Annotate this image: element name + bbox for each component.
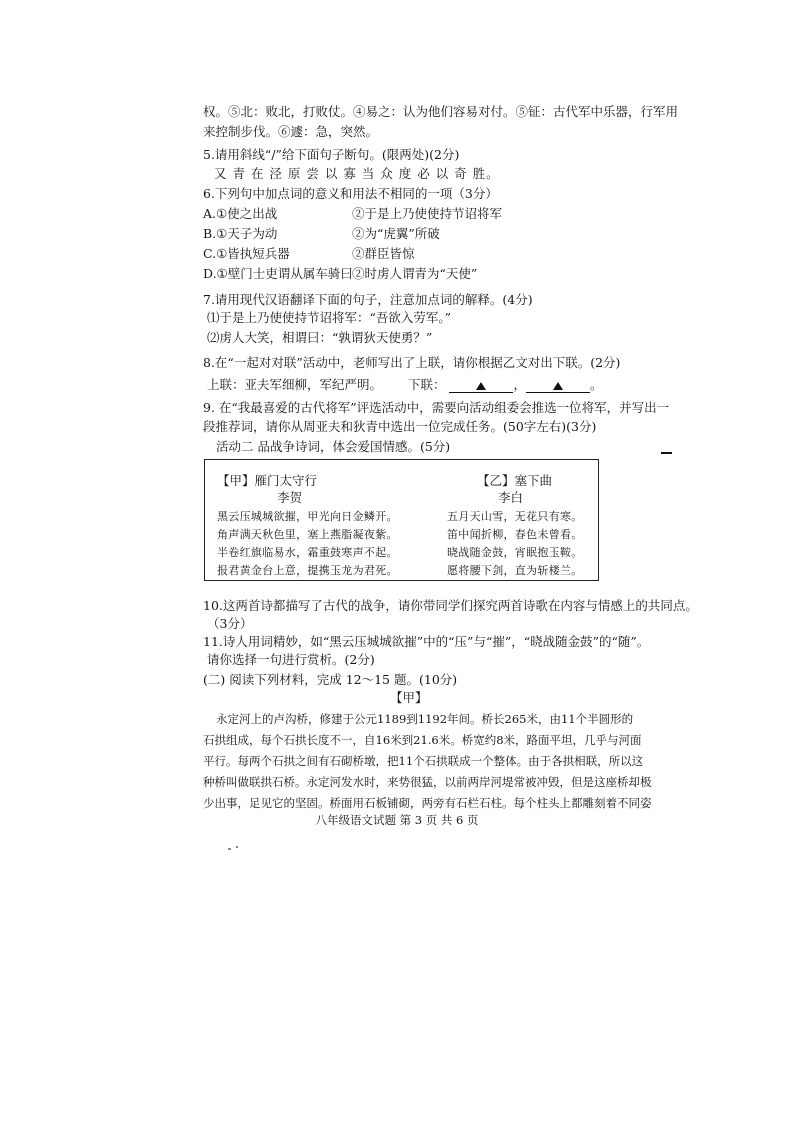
poem-jia-line: 角声满天秋色里，塞上燕脂凝夜紫。 bbox=[217, 528, 398, 541]
q6-option-b-1: B.①天子为动 bbox=[203, 226, 278, 241]
poem-yi-line: 晓战随金鼓，宵眠抱玉鞍。 bbox=[447, 546, 583, 559]
couplet-end-mark: 。 bbox=[590, 377, 603, 392]
question-8-answer-line: 上联：亚夫军细柳，军纪严明。 下联： ， 。 bbox=[207, 377, 603, 392]
couplet-blank-1[interactable] bbox=[449, 379, 513, 393]
page-footer: 八年级语文试题 第 3 页 共 6 页 bbox=[315, 813, 479, 827]
passage-line: 种桥叫做联拱石桥。永定河发水时，来势很猛，以前两岸河堤常被冲毁，但是这座桥却极 bbox=[203, 775, 652, 789]
triangle-marker-icon bbox=[553, 382, 563, 390]
passage-line: 平行。每两个石拱之间有石砌桥墩，把11个石拱联成一个整体。由于各拱相联，所以这 bbox=[203, 754, 644, 768]
poem-yi-line: 笛中闻折柳，春色未曾看。 bbox=[447, 528, 583, 541]
question-10-line-1: 10.这两首诗都描写了古代的战争，请你带同学们探究两首诗歌在内容与情感上的共同点。 bbox=[203, 598, 698, 613]
question-11-line-1: 11.诗人用词精妙，如“黑云压城城欲摧”中的“压”与“摧”，“晓战随金鼓”的“随”。 bbox=[203, 634, 650, 649]
q6-option-d-2: ②时虏人谓青为“天使” bbox=[352, 266, 478, 281]
passage-label: 【甲】 bbox=[390, 690, 428, 705]
poem-yi-line: 愿将腰下剑，直为斩楼兰。 bbox=[447, 564, 583, 577]
q6-option-d-1: D.①壁门士吏谓从属车骑曰 bbox=[203, 266, 353, 281]
section-2-heading: (二) 阅读下列材料，完成 12～15 题。(10分) bbox=[203, 672, 458, 687]
q6-option-a-1: A.①使之出战 bbox=[203, 206, 278, 221]
triangle-marker-icon bbox=[476, 382, 486, 390]
question-7-sentence-2: ⑵虏人大笑，相谓曰：“孰谓狄天使勇？” bbox=[207, 330, 433, 345]
passage-line: 永定河上的卢沟桥，修建于公元1189到1192年间。桥长265米，由11个半圆形的 bbox=[216, 712, 634, 726]
activity-2-heading: 活动二 品战争诗词，体会爱国情感。(5分) bbox=[216, 439, 451, 454]
poem-jia-author: 李贺 bbox=[277, 490, 303, 505]
couplet-blank-2[interactable] bbox=[526, 379, 590, 393]
notes-line-2: 来控制步伐。⑥遽：急，突然。 bbox=[203, 124, 379, 139]
poem-yi-title: 【乙】塞下曲 bbox=[477, 473, 553, 488]
question-11-line-2: 请你选择一句进行赏析。(2分) bbox=[207, 652, 375, 667]
question-9-line-1: 9. 在“我最喜爱的古代将军”评选活动中，需要向活动组委会推选一位将军，并写出一 bbox=[203, 400, 670, 415]
question-10-line-2: （3分） bbox=[207, 616, 253, 631]
question-7-sentence-1: ⑴于是上乃使使持节诏将军：“吾欲入劳军。” bbox=[207, 310, 452, 325]
scan-speck bbox=[228, 848, 231, 850]
question-7: 7.请用现代汉语翻译下面的句子，注意加点词的解释。(4分) bbox=[203, 292, 533, 307]
poem-jia-line: 黑云压城城欲摧，甲光向日金鳞开。 bbox=[217, 510, 398, 523]
poem-yi-line: 五月天山雪，无花只有寒。 bbox=[447, 510, 583, 523]
passage-line: 少出事，足见它的坚固。桥面用石板铺砌，两旁有石栏石柱。每个柱头上都雕刻着不同姿 bbox=[203, 796, 652, 810]
poem-jia-line: 半卷红旗临易水，霜重鼓寒声不起。 bbox=[217, 546, 398, 559]
question-6: 6.下列句中加点词的意义和用法不相同的一项（3分） bbox=[203, 186, 498, 201]
question-8: 8.在“一起对对联”活动中，老师写出了上联，请你根据乙文对出下联。(2分) bbox=[203, 355, 621, 370]
question-5: 5.请用斜线“/”给下面句子断句。(限两处)(2分) bbox=[203, 147, 460, 162]
couplet-upper: 上联：亚夫军细柳，军纪严明。 bbox=[207, 377, 383, 392]
q6-option-c-2: ②群臣皆惊 bbox=[352, 246, 415, 261]
poem-box bbox=[204, 459, 599, 581]
q6-option-b-2: ②为“虎翼”所破 bbox=[352, 226, 440, 241]
q6-option-a-2: ②于是上乃使使持节诏将军 bbox=[352, 206, 503, 221]
poem-jia-line: 报君黄金台上意，提携玉龙为君死。 bbox=[217, 564, 398, 577]
margin-dash bbox=[661, 452, 672, 454]
q6-option-c-1: C.①皆执短兵器 bbox=[203, 246, 290, 261]
scan-speck bbox=[236, 846, 238, 848]
question-9-line-2: 段推荐词，请你从周亚夫和狄青中选出一位完成任务。(50字左右)(3分) bbox=[203, 419, 597, 434]
question-5-sentence: 又 青 在 泾 原 尝 以 寡 当 众 度 必 以 奇 胜。 bbox=[214, 166, 500, 181]
passage-line: 石拱组成，每个石拱长度不一，自16米到21.6米。桥宽约8米，路面平坦，几乎与河面 bbox=[203, 733, 642, 747]
couplet-lower-label: 下联： bbox=[407, 377, 446, 392]
poem-yi-author: 李白 bbox=[498, 490, 524, 505]
poem-jia-title: 【甲】雁门太守行 bbox=[217, 473, 318, 488]
notes-line-1: 权。⑤北：败北，打败仗。④易之：认为他们容易对付。⑤钲：古代军中乐器，行军用 bbox=[203, 104, 679, 119]
